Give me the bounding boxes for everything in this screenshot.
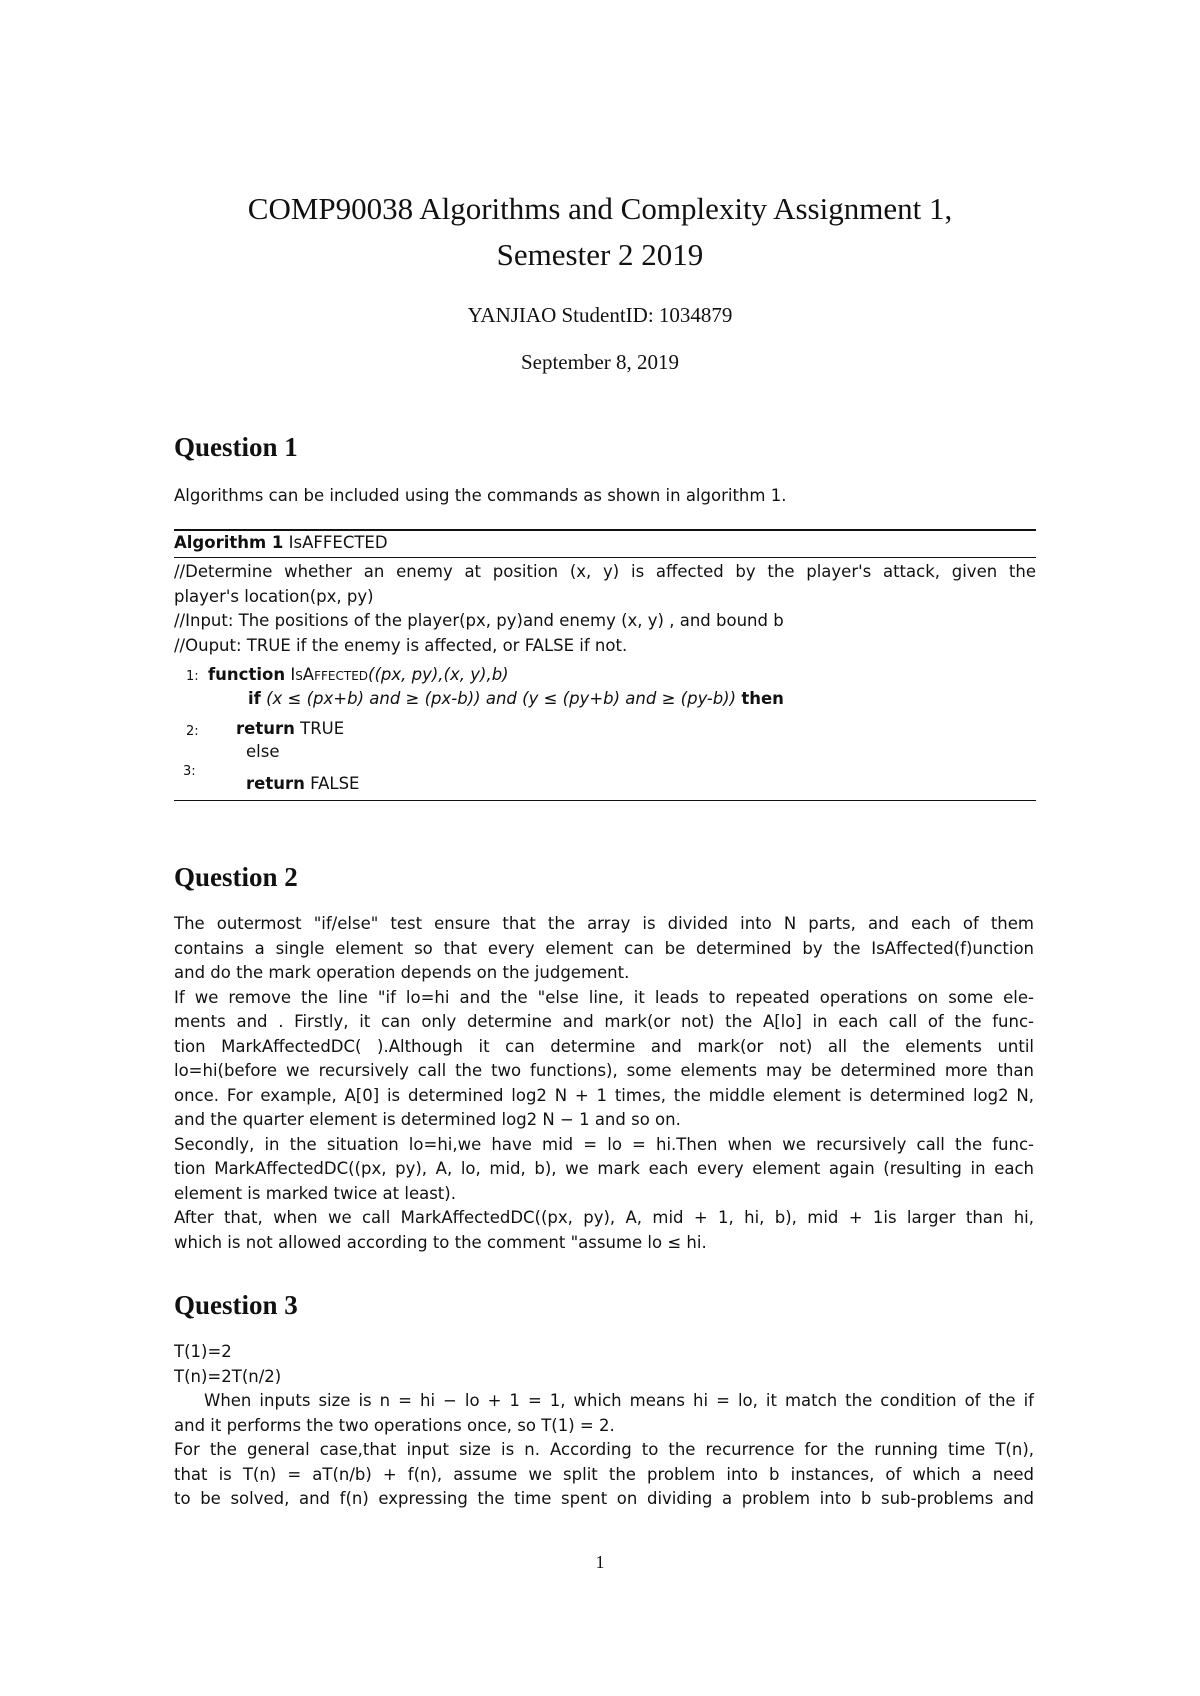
algorithm-comment-1b: player's location(px, py) [174,586,374,606]
algorithm-comment-1a: //Determine whether an enemy at position (x, y) is affected by the player's attack, given the [174,562,1036,581]
algorithm-comments [174,560,1036,658]
page-number: 1 [595,1552,605,1572]
document-date: September 8, 2019 [520,350,680,374]
q3-line: that is T(n) = aT(n/b) + f(n), assume we split the problem into b instances, of which a need [174,1464,1034,1484]
q2-line: The outermost "if/else" test ensure that the array is divided into N parts, and each of them [174,914,1034,933]
algorithm-line-number-3: 3: [183,764,196,779]
return-keyword: return [236,719,295,738]
question-3-heading: Question 3 [174,1290,298,1320]
algorithm-line-1b [248,689,784,708]
author-line: YANJIAO StudentID: 1034879 [467,303,733,327]
q3-line: When inputs size is n = hi − lo + 1 = 1, which means hi = lo, it match the condition of the if [204,1391,1034,1410]
q3-line: For the general case,that input size is n. According to the recurrence for the running time T(n), [174,1440,1034,1459]
else-keyword: else [246,742,280,761]
q2-line: element is marked twice at least). [174,1183,456,1203]
q2-line: tion MarkAffectedDC( ).Although it can determine and mark(or not) all the elements until [174,1036,1034,1056]
document-title [0,186,1200,278]
q2-line: contains a single element so that every element can be determined by the IsAffected(f)unction [174,938,1034,958]
algorithm-line-3 [246,774,359,793]
q2-line: lo=hi(before we recursively call the two functions), some elements may be determined more than [174,1061,1034,1080]
algorithm-mid-rule [174,557,1036,558]
question-1-heading: Question 1 [174,432,298,462]
algorithm-comment-2: //Input: The positions of the player(px, py)and enemy (x, y) , and bound b [174,611,784,630]
q3-line: to be solved, and f(n) expressing the time spent on dividing a problem into b sub-problems and [174,1489,1034,1508]
algorithm-else-line [246,742,279,761]
q2-line: If we remove the line "if lo=hi and the "else line, it leads to repeated operations on some ele- [174,987,1034,1007]
q2-line: which is not allowed according to the comment "assume lo ≤ hi. [174,1232,707,1252]
algorithm-caption [174,533,388,552]
algorithm-line-2 [236,719,344,738]
q2-line: and do the mark operation depends on the judgement. [174,963,630,982]
title-line-1: COMP90038 Algorithms and Complexity Assignment 1, [247,191,953,226]
q3-line: T(n)=2T(n/2) [174,1366,282,1386]
q2-line: ments and . Firstly, it can only determine and mark(or not) the A[lo] in each call of the func- [174,1012,1034,1031]
return-keyword: return [246,774,305,793]
algorithm-line-number-2: 2: [186,724,199,739]
algorithm-name: IsAFFECTED [288,533,388,552]
function-keyword: function [208,665,286,684]
function-arguments: ((px, py),(x, y),b) [368,665,509,684]
question-2-body [174,912,1034,1255]
algorithm-bottom-rule [174,800,1036,801]
q2-line: After that, when we call MarkAffectedDC((px, py), A, mid + 1, hi, b), mid + 1is larger than hi, [174,1208,1034,1227]
question-3-body [174,1340,1034,1512]
then-keyword: then [741,689,784,708]
question-1-intro: Algorithms can be included using the commands as shown in algorithm 1. [174,486,787,505]
q2-line: Secondly, in the situation lo=hi,we have mid = lo = hi.Then when we recursively call the func- [174,1134,1034,1154]
algorithm-top-rule [174,529,1036,531]
return-value-false: FALSE [310,774,360,793]
question-2-heading: Question 2 [174,862,298,892]
q2-line: and the quarter element is determined log2 N − 1 and so on. [174,1110,681,1129]
if-condition: (x ≤ (px+b) and ≥ (px-b)) and (y ≤ (py+b) and ≥ (py-b)) [266,689,737,708]
return-value-true: TRUE [300,719,345,738]
q2-line: tion MarkAffectedDC((px, py), A, lo, mid, b), we mark each every element again (resulting in each [174,1159,1034,1178]
algorithm-line-number-1: 1: [186,669,199,684]
title-line-2: Semester 2 2019 [496,237,704,272]
algorithm-label: Algorithm 1 [174,533,284,552]
q3-line: T(1)=2 [174,1342,232,1361]
q2-line: once. For example, A[0] is determined log2 N + 1 times, the middle element is determined log2 N, [174,1085,1034,1105]
q3-line: and it performs the two operations once, so T(1) = 2. [174,1415,615,1435]
if-keyword: if [248,689,261,708]
function-name: IsAffected [290,665,369,684]
algorithm-comment-3: //Ouput: TRUE if the enemy is affected, or FALSE if not. [174,635,628,655]
algorithm-line-1 [208,665,509,684]
